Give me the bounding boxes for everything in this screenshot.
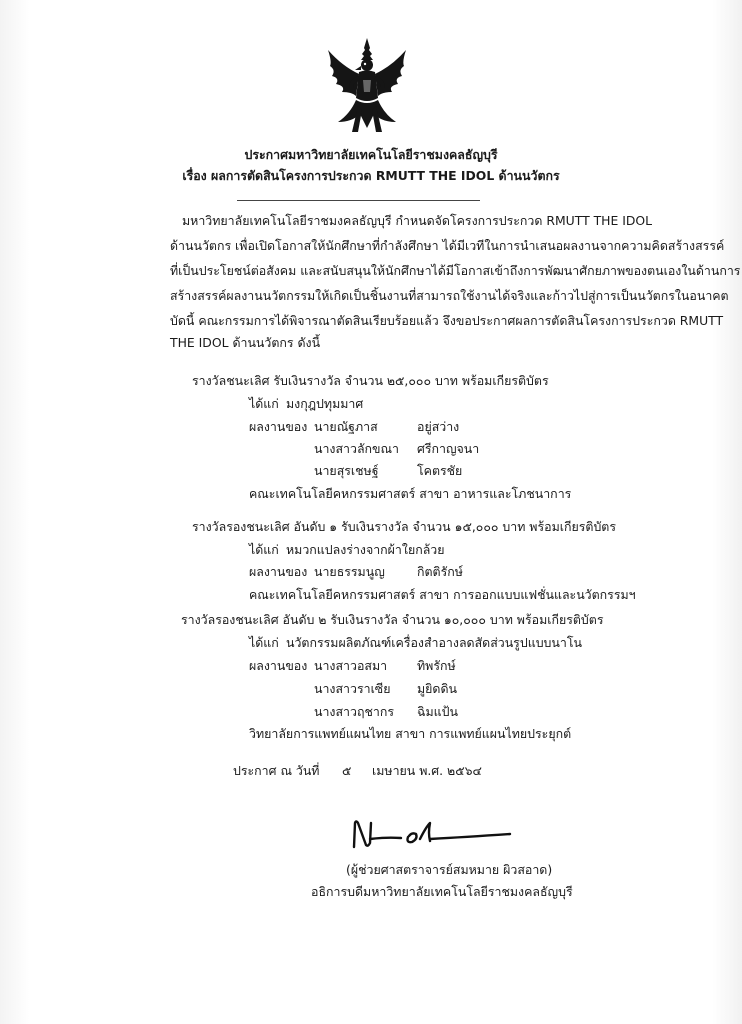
award2-member-1-last: กิตติรักษ์ bbox=[417, 564, 463, 579]
award3-heading: รางวัลรองชนะเลิศ อันดับ ๒ รับเงินรางวัล จำนวน ๑๐,๐๐๐ บาท พร้อมเกียรติบัตร bbox=[181, 612, 604, 627]
award3-member-2-last: มูยิดดิน bbox=[417, 681, 457, 696]
announce-day: ๕ bbox=[342, 763, 352, 778]
signature bbox=[346, 817, 522, 851]
award3-project: นวัตกรรมผลิตภัณฑ์เครื่องสำอางลดสัดส่วนรูปแบบนาโน bbox=[286, 635, 582, 650]
garuda-emblem-icon bbox=[322, 36, 412, 136]
award2-faculty: คณะเทคโนโลยีคหกรรมศาสตร์ สาขา การออกแบบแฟชั่นและนวัตกรรมฯ bbox=[249, 587, 636, 602]
award1-member-1-last: อยู่สว่าง bbox=[417, 419, 460, 434]
signatory-name: (ผู้ช่วยศาสตราจารย์สมหมาย ผิวสอาด) bbox=[346, 862, 553, 877]
award3-member-3-first: นางสาวฤชากร bbox=[314, 704, 394, 719]
award1-project-label: ได้แก่ bbox=[249, 396, 279, 411]
award3-member-3-last: ฉิมแป้น bbox=[417, 704, 458, 719]
award2-project-label: ได้แก่ bbox=[249, 542, 279, 557]
intro-line-5: บัดนี้ คณะกรรมการได้พิจารณาตัดสินเรียบร้อยแล้ว จึงขอประกาศผลการตัดสินโครงการประกวด RMUTT bbox=[170, 313, 724, 328]
award1-member-2-first: นางสาวลักขณา bbox=[314, 441, 399, 456]
award2-project: หมวกแปลงร่างจากผ้าใยกล้วย bbox=[286, 542, 445, 557]
award3-member-2-first: นางสาวราเซีย bbox=[314, 681, 391, 696]
award3-faculty: วิทยาลัยการแพทย์แผนไทย สาขา การแพทย์แผนไทยประยุกต์ bbox=[249, 726, 572, 741]
award1-member-2-last: ศรีกาญจนา bbox=[417, 441, 480, 456]
award2-works-label: ผลงานของ bbox=[249, 564, 308, 579]
title-divider bbox=[237, 200, 480, 201]
document-title: ประกาศมหาวิทยาลัยเทคโนโลยีราชมงคลธัญบุรี bbox=[244, 147, 498, 162]
intro-line-2: ด้านนวัตกร เพื่อเปิดโอกาสให้นักศึกษาที่กำลังศึกษา ได้มีเวทีในการนำเสนอผลงานจากความคิดสร้างสรรค์ bbox=[170, 238, 725, 253]
award2-heading: รางวัลรองชนะเลิศ อันดับ ๑ รับเงินรางวัล จำนวน ๑๕,๐๐๐ บาท พร้อมเกียรติบัตร bbox=[192, 519, 617, 534]
award1-heading: รางวัลชนะเลิศ รับเงินรางวัล จำนวน ๒๕,๐๐๐ บาท พร้อมเกียรติบัตร bbox=[192, 373, 549, 388]
announce-label: ประกาศ ณ วันที่ bbox=[233, 763, 320, 778]
award1-member-3-last: โคตรชัย bbox=[417, 463, 463, 478]
award3-project-label: ได้แก่ bbox=[249, 635, 279, 650]
award3-member-1-last: ทิพรักษ์ bbox=[417, 658, 456, 673]
award3-member-1-first: นางสาวอสมา bbox=[314, 658, 388, 673]
award1-member-1-first: นายณัฐภาส bbox=[314, 419, 378, 434]
intro-line-1: มหาวิทยาลัยเทคโนโลยีราชมงคลธัญบุรี กำหนดจัดโครงการประกวด RMUTT THE IDOL bbox=[182, 213, 653, 228]
award3-works-label: ผลงานของ bbox=[249, 658, 308, 673]
award1-works-label: ผลงานของ bbox=[249, 419, 308, 434]
intro-line-6: THE IDOL ด้านนวัตกร ดังนี้ bbox=[170, 335, 321, 350]
announce-month-year: เมษายน พ.ศ. ๒๕๖๔ bbox=[372, 763, 482, 778]
award1-project: มงกุฎปทุมมาศ bbox=[286, 396, 364, 411]
document-subject: เรื่อง ผลการตัดสินโครงการประกวด RMUTT THE IDOL ด้านนวัตกร bbox=[182, 168, 560, 183]
award2-member-1-first: นายธรรมนูญ bbox=[314, 564, 385, 579]
intro-line-3: ที่เป็นประโยชน์ต่อสังคม และสนับสนุนให้นักศึกษาได้มีโอกาสเข้าถึงการพัฒนาศักยภาพของตนเองในด้านการ bbox=[170, 263, 741, 278]
signatory-position: อธิการบดีมหาวิทยาลัยเทคโนโลยีราชมงคลธัญบุรี bbox=[311, 884, 573, 899]
award1-member-3-first: นายสุรเชษฐ์ bbox=[314, 463, 379, 478]
intro-line-4: สร้างสรรค์ผลงานนวัตกรรมให้เกิดเป็นชิ้นงานที่สามารถใช้งานได้จริงและก้าวไปสู่การเป็นนวัตกรในอนาคต bbox=[170, 288, 729, 303]
award1-faculty: คณะเทคโนโลยีคหกรรมศาสตร์ สาขา อาหารและโภชนาการ bbox=[249, 486, 572, 501]
